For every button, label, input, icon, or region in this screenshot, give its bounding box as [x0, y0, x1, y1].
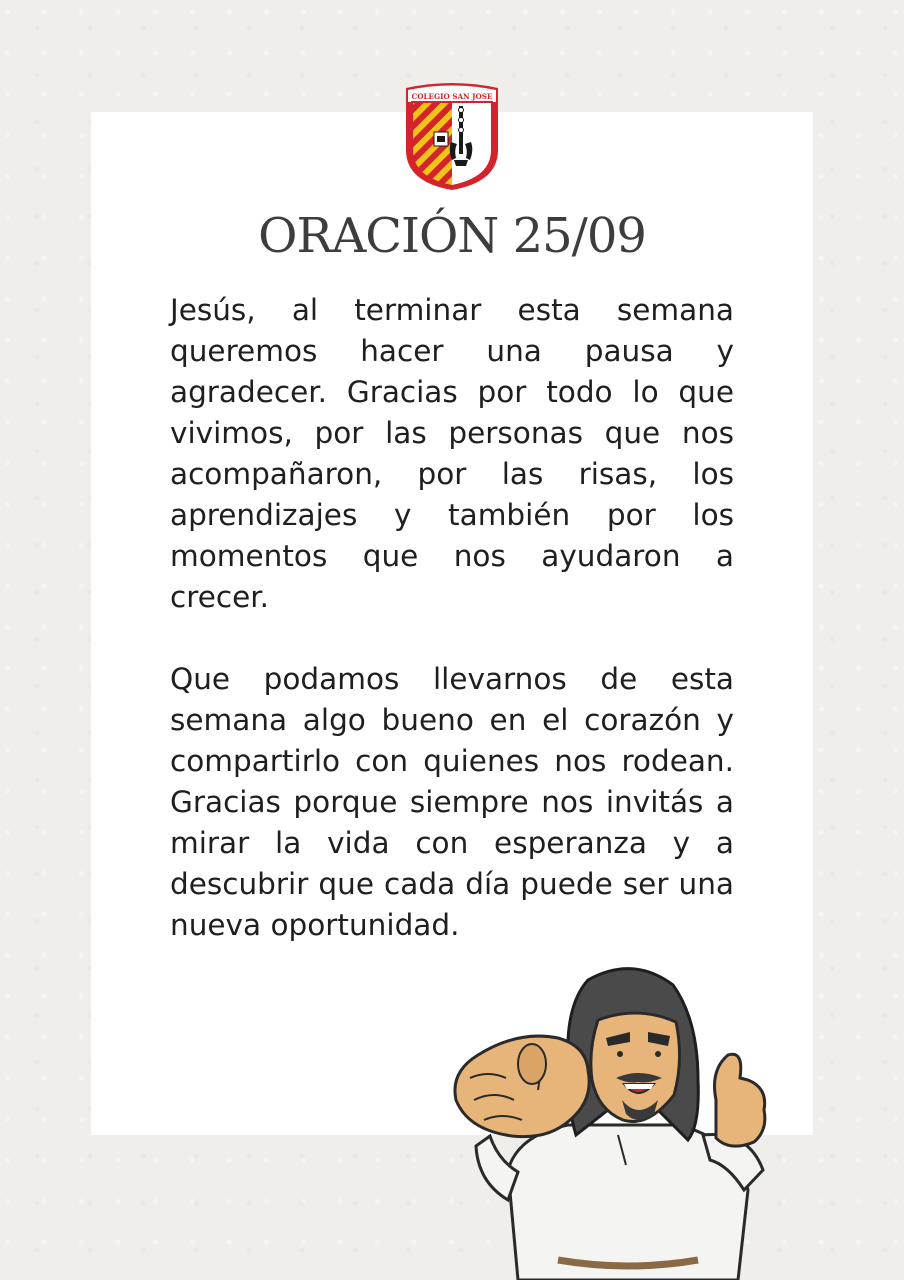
page-title: ORACIÓN 25/09 [258, 208, 646, 264]
svg-text:COLEGIO SAN JOSE: COLEGIO SAN JOSE [411, 92, 493, 101]
school-crest-logo [404, 80, 500, 190]
prayer-text [170, 290, 734, 946]
prayer-paragraph: Que podamos llevarnos de esta semana algo bueno en el corazón y compartirlo con quienes nos rodean. Gracias porque siempre nos invitás a mirar la vida con esperanza y a descubrir que cada día puede ser una nueva oportunidad. [170, 662, 734, 942]
jesus-thumbs-up-illustration [448, 960, 788, 1280]
prayer-paragraph: Jesús, al terminar esta semana queremos hacer una pausa y agradecer. Gracias por todo lo que vivimos, por las personas que nos acompañaron, por las risas, los aprendizajes y también por los momentos que nos ayudaron a crecer. [170, 293, 734, 614]
